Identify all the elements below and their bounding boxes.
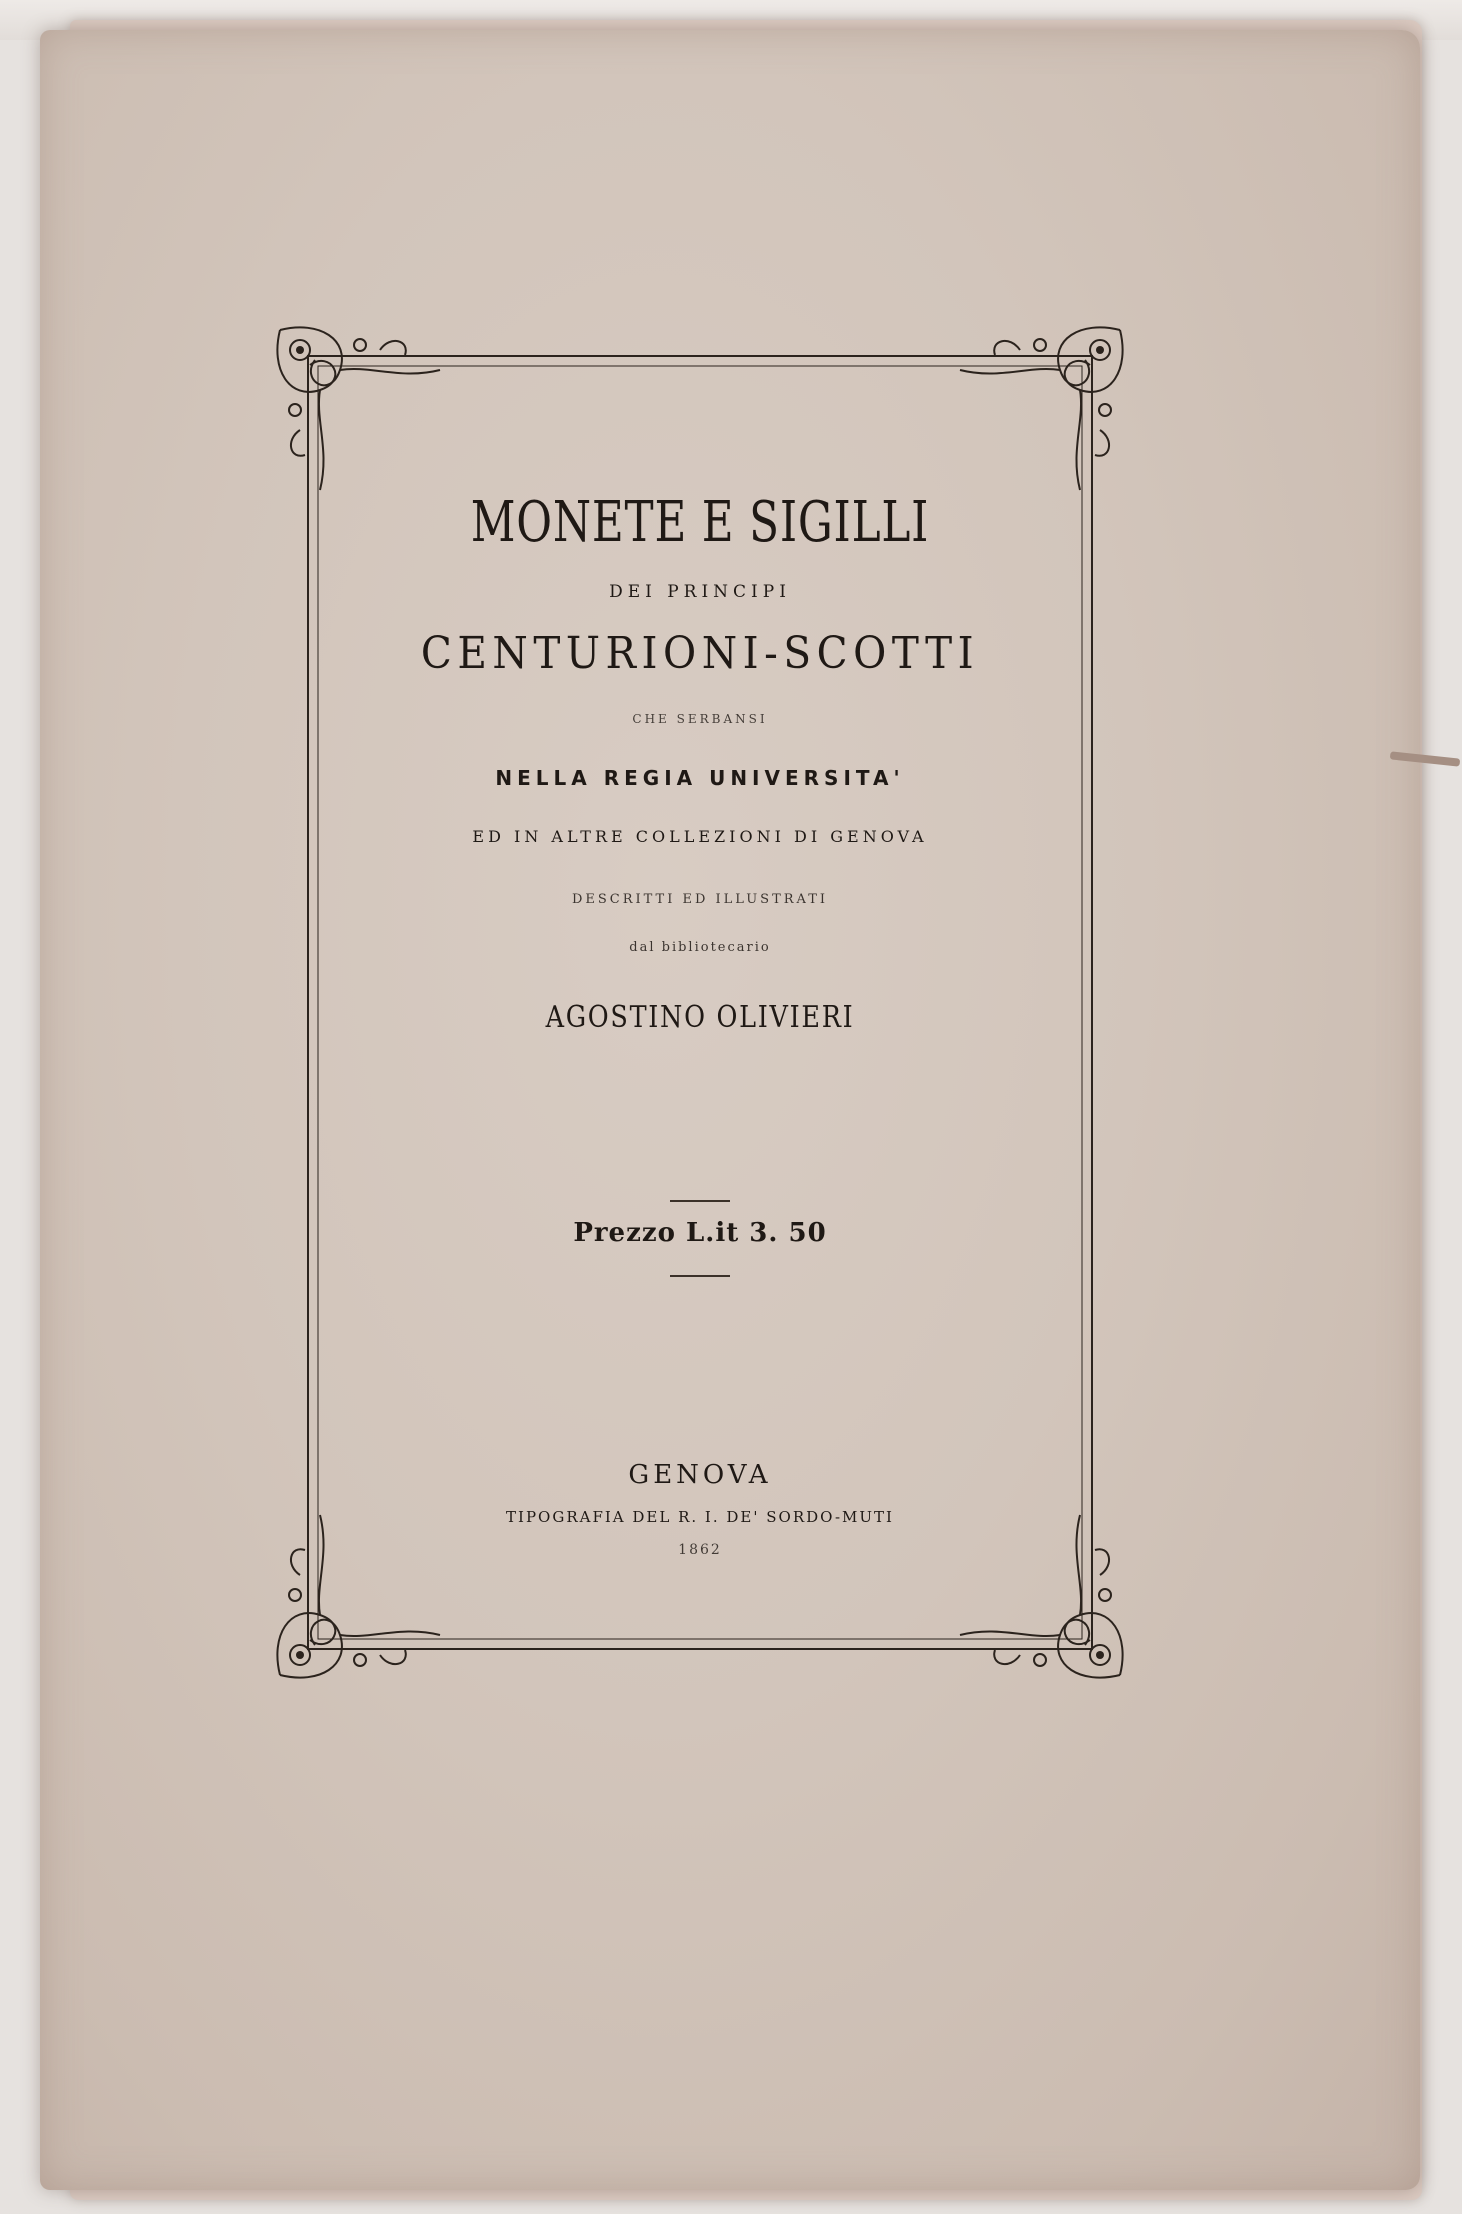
cover-subtitle-princes: DEI PRINCIPI	[609, 582, 791, 602]
cover-year: 1862	[678, 1542, 722, 1558]
cover-location: NELLA REGIA UNIVERSITA'	[495, 766, 905, 790]
price-rule-bottom	[670, 1275, 730, 1277]
paper-tear	[1390, 751, 1460, 766]
cover-author: AGOSTINO OLIVIERI	[545, 1000, 855, 1035]
cover-family-name: CENTURIONI-SCOTTI	[420, 628, 980, 679]
cover-collections: ED IN ALTRE COLLEZIONI DI GENOVA	[472, 827, 928, 846]
decorative-frame	[270, 320, 1130, 1685]
cover-subtitle-kept: CHE SERBANSI	[632, 712, 768, 726]
corner-ornament-icon	[930, 310, 1140, 520]
price-rule-top	[670, 1200, 730, 1202]
book-cover	[40, 30, 1420, 2190]
cover-by-line: dal bibliotecario	[629, 940, 771, 955]
cover-city: GENOVA	[628, 1460, 772, 1490]
cover-price: Prezzo L.it 3. 50	[573, 1218, 827, 1248]
cover-printer: TIPOGRAFIA DEL R. I. DE' SORDO-MUTI	[506, 1508, 894, 1526]
cover-described: DESCRITTI ED ILLUSTRATI	[571, 892, 829, 907]
cover-title: MONETE E SIGILLI	[470, 490, 930, 555]
corner-ornament-icon	[260, 310, 470, 520]
